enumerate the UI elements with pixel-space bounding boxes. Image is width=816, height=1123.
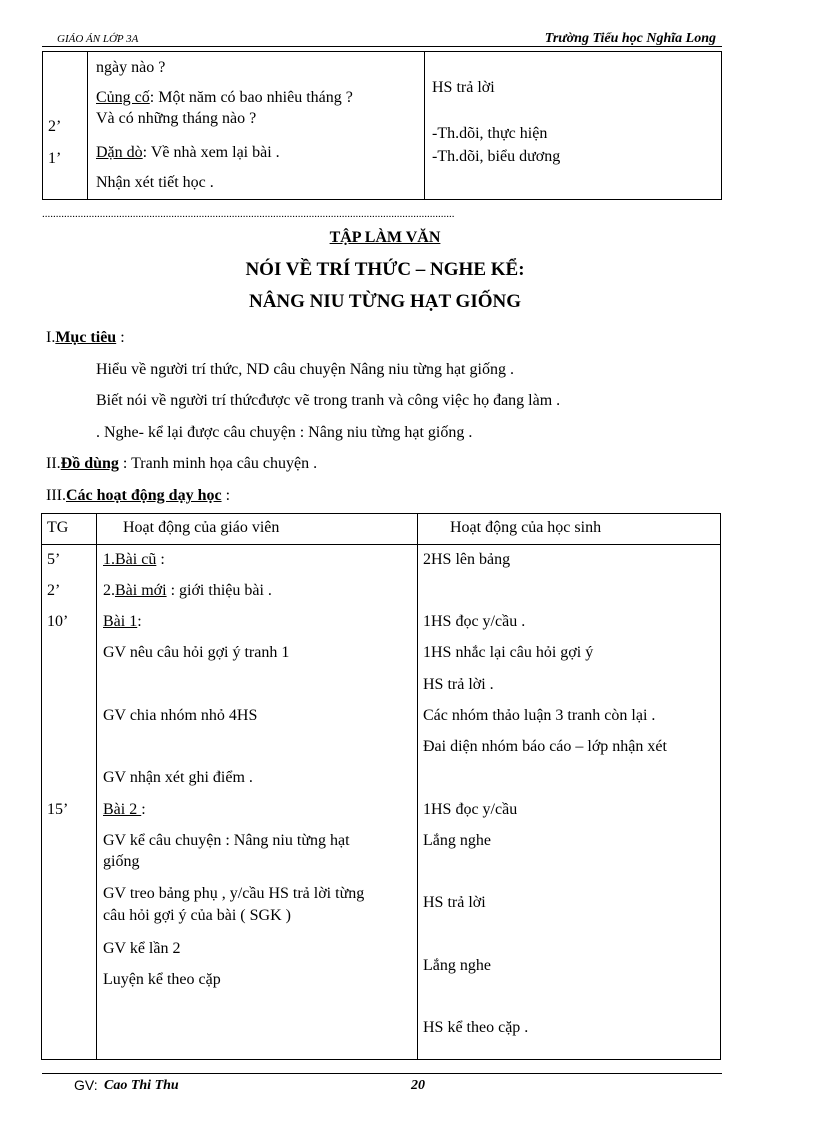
teacher-activity: GV nhận xét ghi điểm .	[103, 769, 253, 786]
time-cell: 10’	[47, 613, 69, 630]
header-school-grade: GIÁO ÁN LỚP 3A	[57, 33, 139, 45]
consolidation-label: Củng cố	[96, 89, 150, 106]
teacher-activity: GV chia nhóm nhỏ 4HS	[103, 707, 258, 724]
section-number: III.	[46, 487, 66, 504]
student-line: -Th.dõi, biểu dương	[432, 148, 561, 165]
header-rule	[42, 46, 722, 47]
lesson-title-line2: NÂNG NIU TỪNG HẠT GIỐNG	[248, 291, 521, 312]
consolidation-text: : Một năm có bao nhiêu tháng ?	[149, 89, 353, 106]
objective-item: Biết nói về người trí thứcđược vẽ trong tranh và công việc họ đang làm .	[96, 392, 561, 409]
teacher-activity-text: : giới thiệu bài .	[166, 582, 272, 599]
objective-item: . Nghe- kể lại được câu chuyện : Nâng niu từng hạt giống .	[96, 424, 473, 441]
section-label: Các hoạt động dạy học	[65, 487, 222, 504]
teacher-activity: GV kể lần 2	[103, 940, 181, 957]
homework-text: : Về nhà xem lại bài .	[142, 144, 280, 161]
teacher-activity	[103, 800, 146, 819]
student-activity: Đai diện nhóm báo cáo – lớp nhận xét	[423, 738, 667, 755]
student-activity: 2HS lên bảng	[423, 551, 511, 568]
teacher-line	[96, 143, 280, 162]
student-activity: 1HS đọc y/cầu	[423, 801, 518, 818]
teacher-activity: GV nêu câu hỏi gợi ý tranh 1	[103, 644, 290, 661]
teacher-activity	[103, 612, 142, 631]
section-objectives-heading	[46, 328, 125, 347]
footer-gv-label: GV:	[74, 1077, 98, 1093]
table-column-divider	[87, 52, 88, 199]
section-tail: : Tranh minh họa câu chuyện .	[118, 455, 318, 472]
table-header-student: Hoạt động của học sinh	[450, 519, 602, 536]
objective-item: Hiểu về người trí thức, ND câu chuyện Nâng niu từng hạt giống .	[96, 361, 514, 378]
header-school-name: Trường Tiểu học Nghĩa Long	[544, 31, 716, 46]
teacher-activity-text: 2.	[103, 582, 115, 599]
table-column-divider	[96, 514, 97, 1059]
time-cell: 1’	[48, 150, 62, 167]
table-column-divider	[424, 52, 425, 199]
student-activity: HS kể theo cặp .	[423, 1019, 529, 1036]
student-line: HS trả lời	[432, 79, 495, 96]
teacher-activity: Luyện kể theo cặp	[103, 971, 221, 988]
time-cell: 2’	[47, 582, 61, 599]
teacher-line: Và có những tháng nào ?	[96, 110, 257, 127]
teacher-line	[96, 88, 353, 107]
section-label: Đồ dùng	[60, 455, 119, 472]
time-cell: 2’	[48, 118, 62, 135]
dotted-separator: ......................................................................................................................................................	[42, 208, 455, 220]
subject-title	[0, 229, 770, 247]
section-materials-heading	[46, 454, 317, 473]
footer-rule	[42, 1073, 722, 1074]
footer-page-number: 20	[411, 1078, 425, 1093]
time-cell: 5’	[47, 551, 61, 568]
exercise-1-label: Bài 1	[103, 613, 138, 630]
student-activity: HS trả lời .	[423, 676, 494, 693]
teacher-line: ngày nào ?	[96, 59, 166, 76]
student-activity: Lắng nghe	[423, 957, 491, 974]
student-activity: 1HS đọc y/cầu .	[423, 613, 526, 630]
section-activities-heading	[46, 486, 230, 505]
teacher-activity: giống	[103, 853, 140, 870]
teacher-activity: GV kể câu chuyện : Nâng niu từng hạt	[103, 832, 350, 849]
student-activity: Các nhóm thảo luận 3 tranh còn lại .	[423, 707, 656, 724]
new-lesson-label: Bài mới	[115, 582, 167, 599]
time-cell: 15’	[47, 801, 69, 818]
teacher-activity-text: :	[137, 613, 142, 630]
table-header-teacher: Hoạt động của giáo viên	[123, 519, 280, 536]
footer-teacher-name: Cao Thi Thu	[104, 1078, 179, 1093]
teacher-activity-text: :	[156, 551, 165, 568]
old-lesson-label: 1.Bài cũ	[103, 551, 157, 568]
teacher-activity	[103, 550, 165, 569]
section-label: Mục tiêu	[55, 329, 117, 346]
teacher-line: Nhận xét tiết học .	[96, 174, 214, 191]
teacher-activity: câu hỏi gợi ý của bài ( SGK )	[103, 907, 291, 924]
student-activity: Lắng nghe	[423, 832, 491, 849]
section-tail: :	[116, 329, 125, 346]
student-activity: 1HS nhắc lại câu hỏi gợi ý	[423, 644, 594, 661]
lesson-title-line1: NÓI VỀ TRÍ THỨC – NGHE KỂ:	[245, 259, 525, 280]
student-line: -Th.dõi, thực hiện	[432, 125, 548, 142]
exercise-2-label: Bài 2	[103, 801, 142, 818]
table-header-rule	[42, 544, 720, 545]
section-tail: :	[221, 487, 231, 504]
section-number: II.	[46, 455, 61, 472]
homework-label: Dặn dò	[96, 144, 143, 161]
teacher-activity-text: :	[141, 801, 146, 818]
table-column-divider	[417, 514, 418, 1059]
table-header-time: TG	[47, 519, 69, 536]
subject-title-text: TẬP LÀM VĂN	[329, 229, 441, 246]
teacher-activity	[103, 581, 272, 600]
section-number: I.	[46, 329, 56, 346]
teacher-activity: GV treo bảng phụ , y/cầu HS trả lời từng	[103, 885, 365, 902]
student-activity: HS trả lời	[423, 894, 486, 911]
